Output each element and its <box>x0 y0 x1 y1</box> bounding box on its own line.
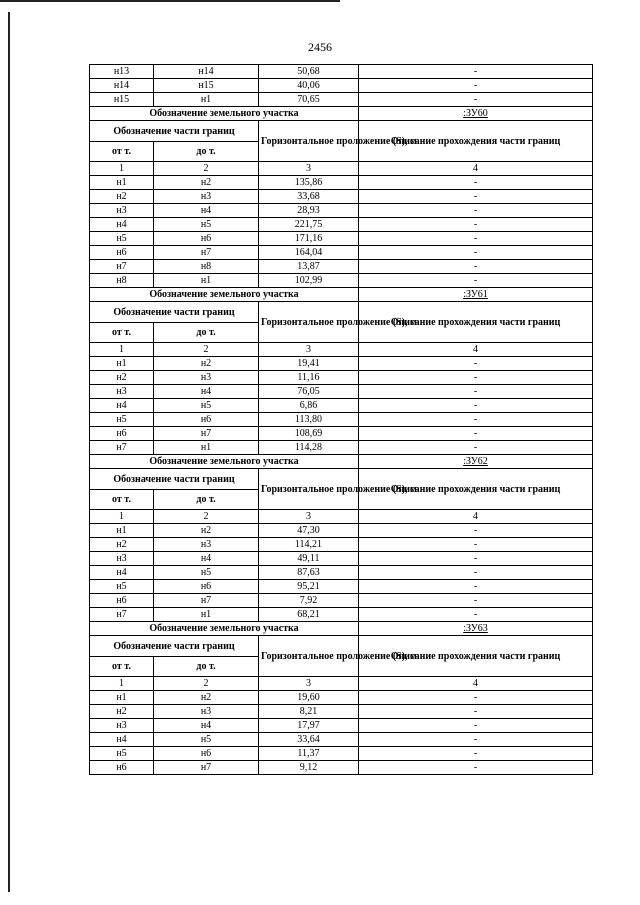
horizontal-length-header: Горизонтальное проложение (S), м <box>259 121 359 162</box>
from-point-cell: н1 <box>90 357 154 371</box>
from-point-cell: н7 <box>90 608 154 622</box>
length-cell: 87,63 <box>259 566 359 580</box>
column-number-cell: 3 <box>259 162 359 176</box>
length-cell: 9,12 <box>259 761 359 775</box>
length-cell: 19,41 <box>259 357 359 371</box>
to-header: до т. <box>154 490 259 510</box>
column-number-row <box>90 343 593 357</box>
table-row <box>90 93 593 107</box>
column-number-cell: 3 <box>259 343 359 357</box>
description-cell: - <box>359 204 593 218</box>
section-title-row <box>90 107 593 121</box>
table-row <box>90 580 593 594</box>
table-row <box>90 594 593 608</box>
column-number-row <box>90 510 593 524</box>
to-point-cell: н1 <box>154 93 259 107</box>
description-cell: - <box>359 371 593 385</box>
length-cell: 17,97 <box>259 719 359 733</box>
description-cell: - <box>359 176 593 190</box>
section-title-row <box>90 455 593 469</box>
section-label: Обозначение земельного участка <box>90 622 359 636</box>
horizontal-length-header: Горизонтальное проложение (S), м <box>259 636 359 677</box>
from-point-cell: н3 <box>90 204 154 218</box>
length-cell: 28,93 <box>259 204 359 218</box>
from-point-cell: н6 <box>90 246 154 260</box>
table-row <box>90 218 593 232</box>
length-cell: 76,05 <box>259 385 359 399</box>
description-cell: - <box>359 594 593 608</box>
from-point-cell: н14 <box>90 79 154 93</box>
table-row <box>90 538 593 552</box>
to-point-cell: н4 <box>154 204 259 218</box>
description-cell: - <box>359 399 593 413</box>
table-row <box>90 79 593 93</box>
to-point-cell: н2 <box>154 176 259 190</box>
column-number-cell: 3 <box>259 510 359 524</box>
length-cell: 164,04 <box>259 246 359 260</box>
from-point-cell: н7 <box>90 260 154 274</box>
from-header: от т. <box>90 490 154 510</box>
description-cell: - <box>359 413 593 427</box>
from-point-cell: н6 <box>90 427 154 441</box>
table-row <box>90 190 593 204</box>
column-number-cell: 4 <box>359 677 593 691</box>
table-row <box>90 204 593 218</box>
column-number-cell: 1 <box>90 343 154 357</box>
column-header-row <box>90 469 593 490</box>
from-point-cell: н13 <box>90 65 154 79</box>
table-row <box>90 371 593 385</box>
from-point-cell: н1 <box>90 524 154 538</box>
length-cell: 33,64 <box>259 733 359 747</box>
from-point-cell: н5 <box>90 747 154 761</box>
length-cell: 68,21 <box>259 608 359 622</box>
column-number-cell: 4 <box>359 162 593 176</box>
parts-header: Обозначение части границ <box>90 636 259 657</box>
table-row <box>90 274 593 288</box>
boundary-table <box>89 64 593 775</box>
to-point-cell: н2 <box>154 524 259 538</box>
column-number-row <box>90 677 593 691</box>
to-point-cell: н2 <box>154 357 259 371</box>
length-cell: 135,86 <box>259 176 359 190</box>
from-point-cell: н2 <box>90 705 154 719</box>
description-cell: - <box>359 385 593 399</box>
description-cell: - <box>359 93 593 107</box>
to-point-cell: н5 <box>154 733 259 747</box>
scan-edge-top <box>0 0 340 2</box>
cadastral-number: :ЗУ62 <box>359 455 593 469</box>
table-row <box>90 385 593 399</box>
from-header: от т. <box>90 323 154 343</box>
cadastral-number: :ЗУ63 <box>359 622 593 636</box>
from-point-cell: н3 <box>90 385 154 399</box>
from-point-cell: н6 <box>90 761 154 775</box>
table-row <box>90 399 593 413</box>
column-header-row <box>90 636 593 657</box>
to-point-cell: н7 <box>154 594 259 608</box>
to-point-cell: н1 <box>154 608 259 622</box>
length-cell: 114,21 <box>259 538 359 552</box>
description-cell: - <box>359 719 593 733</box>
page-number: 2456 <box>308 40 332 54</box>
to-point-cell: н3 <box>154 705 259 719</box>
description-cell: - <box>359 538 593 552</box>
table-row <box>90 691 593 705</box>
horizontal-length-header: Горизонтальное проложение (S), м <box>259 469 359 510</box>
to-point-cell: н3 <box>154 538 259 552</box>
length-cell: 40,06 <box>259 79 359 93</box>
description-header: Описание прохождения части границ <box>359 302 593 343</box>
to-point-cell: н15 <box>154 79 259 93</box>
length-cell: 6,86 <box>259 399 359 413</box>
parts-header: Обозначение части границ <box>90 302 259 323</box>
description-cell: - <box>359 232 593 246</box>
length-cell: 13,87 <box>259 260 359 274</box>
length-cell: 8,21 <box>259 705 359 719</box>
length-cell: 19,60 <box>259 691 359 705</box>
table-row <box>90 441 593 455</box>
from-point-cell: н4 <box>90 218 154 232</box>
horizontal-length-header: Горизонтальное проложение (S), м <box>259 302 359 343</box>
from-point-cell: н4 <box>90 733 154 747</box>
length-cell: 33,68 <box>259 190 359 204</box>
from-point-cell: н3 <box>90 719 154 733</box>
from-point-cell: н2 <box>90 190 154 204</box>
to-point-cell: н3 <box>154 371 259 385</box>
to-point-cell: н4 <box>154 719 259 733</box>
from-point-cell: н5 <box>90 580 154 594</box>
from-point-cell: н2 <box>90 371 154 385</box>
length-cell: 11,16 <box>259 371 359 385</box>
from-header: от т. <box>90 142 154 162</box>
description-cell: - <box>359 608 593 622</box>
to-point-cell: н14 <box>154 65 259 79</box>
description-cell: - <box>359 580 593 594</box>
description-cell: - <box>359 733 593 747</box>
column-number-cell: 1 <box>90 677 154 691</box>
description-cell: - <box>359 566 593 580</box>
column-number-cell: 1 <box>90 162 154 176</box>
description-cell: - <box>359 705 593 719</box>
from-point-cell: н1 <box>90 691 154 705</box>
description-cell: - <box>359 761 593 775</box>
column-header-row <box>90 121 593 142</box>
description-header: Описание прохождения части границ <box>359 469 593 510</box>
column-number-cell: 4 <box>359 510 593 524</box>
description-cell: - <box>359 441 593 455</box>
to-point-cell: н5 <box>154 399 259 413</box>
table-row <box>90 260 593 274</box>
length-cell: 113,80 <box>259 413 359 427</box>
parts-header: Обозначение части границ <box>90 469 259 490</box>
column-number-cell: 3 <box>259 677 359 691</box>
length-cell: 95,21 <box>259 580 359 594</box>
to-point-cell: н6 <box>154 232 259 246</box>
length-cell: 171,16 <box>259 232 359 246</box>
column-number-cell: 4 <box>359 343 593 357</box>
length-cell: 108,69 <box>259 427 359 441</box>
from-header: от т. <box>90 657 154 677</box>
from-point-cell: н5 <box>90 232 154 246</box>
table-row <box>90 608 593 622</box>
to-point-cell: н8 <box>154 260 259 274</box>
description-cell: - <box>359 357 593 371</box>
description-cell: - <box>359 79 593 93</box>
description-header: Описание прохождения части границ <box>359 636 593 677</box>
to-point-cell: н6 <box>154 747 259 761</box>
table-row <box>90 733 593 747</box>
from-point-cell: н2 <box>90 538 154 552</box>
boundary-table-body <box>90 65 593 775</box>
from-point-cell: н7 <box>90 441 154 455</box>
column-number-cell: 1 <box>90 510 154 524</box>
column-number-row <box>90 162 593 176</box>
to-point-cell: н7 <box>154 246 259 260</box>
from-point-cell: н6 <box>90 594 154 608</box>
table-row <box>90 427 593 441</box>
from-point-cell: н4 <box>90 399 154 413</box>
table-row <box>90 176 593 190</box>
table-row <box>90 761 593 775</box>
to-point-cell: н2 <box>154 691 259 705</box>
description-cell: - <box>359 190 593 204</box>
from-point-cell: н5 <box>90 413 154 427</box>
to-header: до т. <box>154 657 259 677</box>
description-cell: - <box>359 65 593 79</box>
to-point-cell: н1 <box>154 274 259 288</box>
length-cell: 50,68 <box>259 65 359 79</box>
length-cell: 70,65 <box>259 93 359 107</box>
length-cell: 49,11 <box>259 552 359 566</box>
column-number-cell: 2 <box>154 162 259 176</box>
table-row <box>90 747 593 761</box>
to-point-cell: н3 <box>154 190 259 204</box>
length-cell: 102,99 <box>259 274 359 288</box>
section-label: Обозначение земельного участка <box>90 288 359 302</box>
from-point-cell: н3 <box>90 552 154 566</box>
description-cell: - <box>359 218 593 232</box>
table-row <box>90 413 593 427</box>
description-cell: - <box>359 274 593 288</box>
parts-header: Обозначение части границ <box>90 121 259 142</box>
from-point-cell: н4 <box>90 566 154 580</box>
cadastral-number: :ЗУ60 <box>359 107 593 121</box>
to-point-cell: н5 <box>154 218 259 232</box>
length-cell: 47,30 <box>259 524 359 538</box>
to-point-cell: н6 <box>154 580 259 594</box>
description-cell: - <box>359 691 593 705</box>
from-point-cell: н1 <box>90 176 154 190</box>
table-row <box>90 524 593 538</box>
column-number-cell: 2 <box>154 677 259 691</box>
description-cell: - <box>359 524 593 538</box>
scan-edge-left <box>8 12 10 892</box>
to-point-cell: н6 <box>154 413 259 427</box>
table-row <box>90 552 593 566</box>
to-header: до т. <box>154 323 259 343</box>
description-cell: - <box>359 427 593 441</box>
description-cell: - <box>359 552 593 566</box>
description-cell: - <box>359 747 593 761</box>
table-row <box>90 246 593 260</box>
length-cell: 7,92 <box>259 594 359 608</box>
section-label: Обозначение земельного участка <box>90 107 359 121</box>
section-title-row <box>90 288 593 302</box>
length-cell: 221,75 <box>259 218 359 232</box>
to-point-cell: н7 <box>154 427 259 441</box>
description-cell: - <box>359 260 593 274</box>
table-row <box>90 357 593 371</box>
length-cell: 114,28 <box>259 441 359 455</box>
cadastral-number: :ЗУ61 <box>359 288 593 302</box>
table-row <box>90 705 593 719</box>
description-header: Описание прохождения части границ <box>359 121 593 162</box>
length-cell: 11,37 <box>259 747 359 761</box>
table-row <box>90 566 593 580</box>
column-number-cell: 2 <box>154 510 259 524</box>
from-point-cell: н8 <box>90 274 154 288</box>
column-header-row <box>90 302 593 323</box>
from-point-cell: н15 <box>90 93 154 107</box>
to-point-cell: н7 <box>154 761 259 775</box>
to-point-cell: н4 <box>154 385 259 399</box>
section-title-row <box>90 622 593 636</box>
to-point-cell: н1 <box>154 441 259 455</box>
section-label: Обозначение земельного участка <box>90 455 359 469</box>
to-header: до т. <box>154 142 259 162</box>
to-point-cell: н5 <box>154 566 259 580</box>
table-row <box>90 65 593 79</box>
column-number-cell: 2 <box>154 343 259 357</box>
description-cell: - <box>359 246 593 260</box>
table-row <box>90 719 593 733</box>
to-point-cell: н4 <box>154 552 259 566</box>
table-row <box>90 232 593 246</box>
